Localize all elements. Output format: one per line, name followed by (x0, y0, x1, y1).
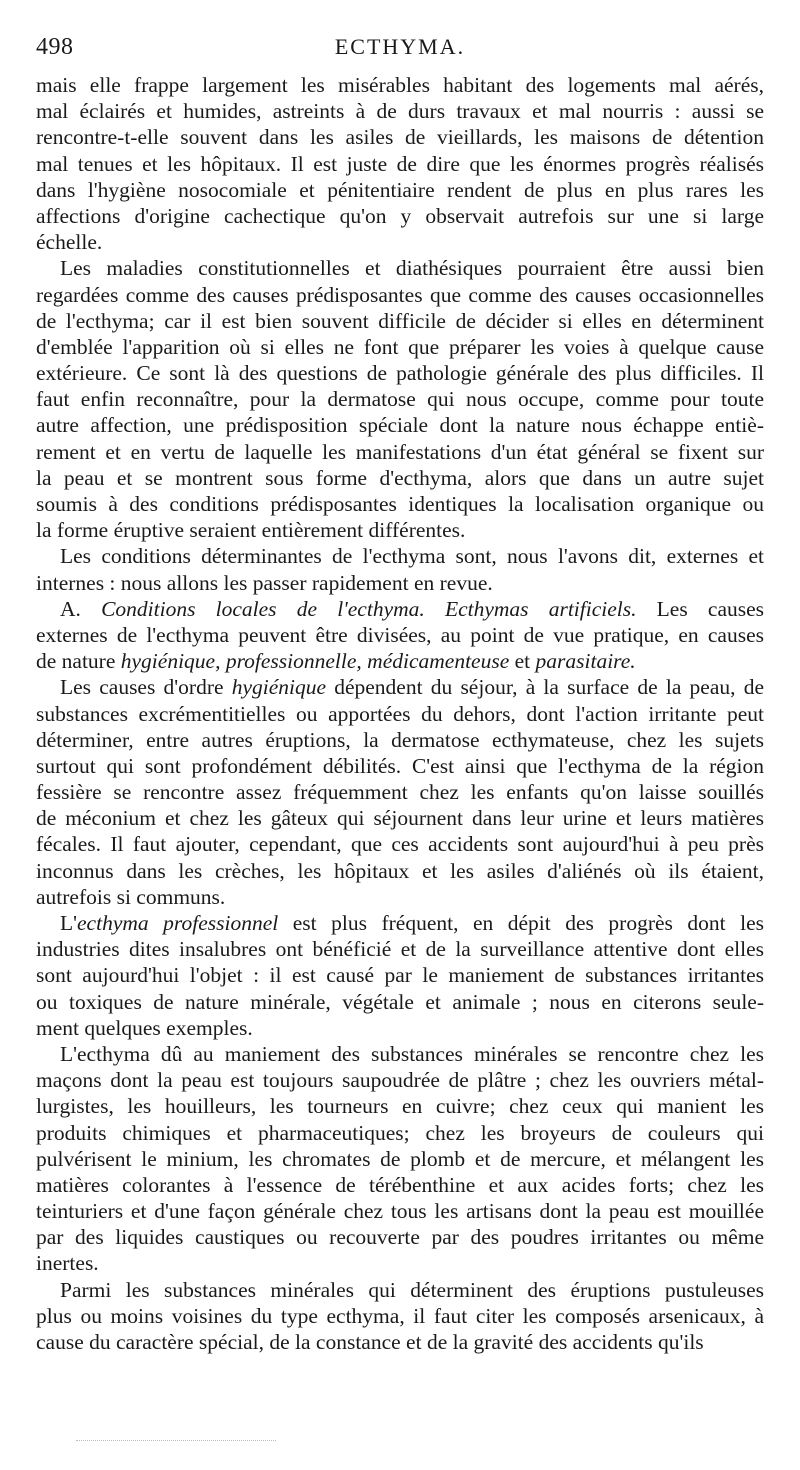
text-span: mais elle frappe largement les misérables habitant des logements mal aérés, (36, 73, 764, 97)
text-line (36, 596, 764, 622)
text-line (36, 570, 764, 596)
text-span: dans l'hygiène nosocomiale et pénitentiaire rendent de plus en plus rares les (36, 177, 764, 202)
italic-text: parasitaire. (535, 649, 636, 674)
text-span: rement et en vertu de laquelle les manifestations d'un état général se fixent sur (36, 439, 764, 464)
text-line (36, 753, 764, 779)
text-span: regardées comme des causes prédisposantes que comme des causes occasionnelles (36, 282, 764, 307)
italic-text: hygiénique, professionnelle, médicamenteuse (120, 649, 510, 674)
text-span: extérieure. Ce sont là des questions de pathologie générale des plus difficiles. Il (36, 361, 764, 386)
text-span: teinturiers et d'une façon générale chez tous les artisans dont la peau est mouillée (36, 1199, 764, 1224)
text-span: matières colorantes à l'essence de térébenthine et aux acides forts; chez les (36, 1172, 764, 1197)
text-line (36, 1015, 764, 1041)
text-span: et (509, 649, 536, 674)
text-line (36, 491, 764, 517)
text-span: Les conditions déterminantes de l'ecthyma sont, nous l'avons dit, externes et (60, 544, 764, 569)
text-span: de nature (36, 649, 121, 674)
text-span: fessière se rencontre assez fréquemment chez les enfants qu'on laisse souillés (36, 780, 764, 805)
text-span: industries dites insalubres ont bénéficié et de la surveillance attentive dont elles (36, 937, 764, 962)
paragraph (36, 910, 764, 1041)
running-title: ECTHYMA. (334, 34, 466, 59)
text-span: autre affection, une prédisposition spéciale dont la nature nous échappe entiè- (36, 413, 764, 438)
text-line (36, 465, 764, 491)
text-span: ou toxiques de nature minérale, végétale et animale ; nous en citerons seule- (36, 989, 764, 1014)
text-line (36, 1329, 764, 1355)
text-line (36, 989, 764, 1015)
text-span: Les maladies constitutionnelles et diathésiques pourraient être aussi bien (60, 256, 764, 281)
text-line (36, 412, 764, 438)
text-span: rencontre-t-elle souvent dans les asiles de vieillards, les maisons de détention (36, 125, 764, 150)
page-header (36, 30, 764, 60)
text-line (36, 282, 764, 308)
text-span: dépendent du séjour, à la surface de la peau, de (326, 675, 764, 700)
text-line (36, 1303, 764, 1329)
text-line (36, 177, 764, 203)
text-line (36, 1041, 764, 1067)
text-line (36, 517, 764, 543)
paragraph (36, 543, 764, 595)
text-span: inconnus dans les crèches, les hôpitaux et les asiles d'aliénés où ils étaient, (36, 858, 764, 883)
paragraph (36, 72, 764, 255)
paragraph (36, 596, 764, 675)
text-line (36, 1146, 764, 1172)
text-span: soumis à des conditions prédisposantes identiques la localisation organique ou (36, 492, 764, 516)
text-line (36, 1198, 764, 1224)
text-line (36, 229, 764, 255)
text-span: produits chimiques et pharmaceutiques; chez les broyeurs de couleurs qui (36, 1120, 764, 1145)
text-line (36, 1093, 764, 1119)
text-line (36, 1172, 764, 1198)
text-line (36, 884, 764, 910)
text-span: Les causes d'ordre (60, 675, 232, 700)
italic-text: hygiénique (231, 675, 327, 700)
text-span: cause du caractère spécial, de la constance et de la gravité des accidents qu'ils (36, 1330, 704, 1354)
text-span: sont aujourd'hui l'objet : il est causé par le maniement de substances irritantes (36, 963, 764, 988)
text-span: déterminer, entre autres éruptions, la dermatose ecthymateuse, chez les sujets (36, 727, 764, 752)
text-span: pulvérisent le minium, les chromates de plomb et de mercure, et mélangent les (36, 1146, 764, 1171)
text-span: affections d'origine cachectique qu'on y observait autrefois sur une si large (36, 203, 764, 228)
text-span: externes de l'ecthyma peuvent être divisées, au point de vue pratique, en causes (36, 622, 764, 647)
text-span: échelle. (36, 230, 103, 255)
text-span: mal éclairés et humides, astreints à de durs travaux et mal nourris : aussi se (36, 99, 764, 124)
text-span: est plus fréquent, en dépit des progrès dont les (278, 911, 765, 935)
text-span: surtout qui sont profondément débilités. C'est ainsi que l'ecthyma de la région (36, 753, 764, 778)
text-line (36, 255, 764, 281)
text-line (36, 805, 764, 831)
text-line (36, 727, 764, 753)
paragraph (36, 674, 764, 910)
text-line (36, 1067, 764, 1093)
text-span: d'emblée l'apparition où si elles ne font que préparer les voies à quelque cause (36, 334, 764, 359)
text-span: L' (60, 911, 78, 935)
text-line (36, 622, 764, 648)
text-span: faut enfin reconnaître, pour la dermatose qui nous occupe, comme pour toute (36, 387, 764, 412)
text-span: inertes. (36, 1251, 99, 1276)
text-span: par des liquides caustiques ou recouverte par des poudres irritantes ou même (36, 1225, 764, 1250)
text-line (36, 674, 764, 700)
text-span: L'ecthyma dû au maniement des substances minérales se rencontre chez les (60, 1041, 764, 1066)
text-line (36, 1250, 764, 1276)
text-line (36, 439, 764, 465)
text-line (36, 360, 764, 386)
text-line (36, 648, 764, 674)
text-span: internes : nous allons les passer rapidement en revue. (36, 570, 493, 595)
text-span: plus ou moins voisines du type ecthyma, il faut citer les composés arsenicaux, à (36, 1303, 764, 1328)
text-span: mal tenues et les hôpitaux. Il est juste de dire que les énormes progrès réalisés (36, 151, 764, 176)
text-line (36, 962, 764, 988)
text-line (36, 98, 764, 124)
paragraph (36, 1041, 764, 1277)
text-span: substances excrémentitielles ou apportées du dehors, dont l'action irritante peut (36, 701, 764, 726)
text-line (36, 1224, 764, 1250)
text-span: Parmi les substances minérales qui déterminent des éruptions pustuleuses (60, 1277, 764, 1302)
text-span: la peau et se montrent sous forme d'ecthyma, alors que dans un autre sujet (36, 465, 764, 490)
paragraph (36, 1277, 764, 1356)
text-span: maçons dont la peau est toujours saupoudrée de plâtre ; chez les ouvriers métal- (36, 1068, 764, 1093)
text-line (36, 203, 764, 229)
italic-text: Conditions locales de l'ecthyma. Ecthymas artificiels. (101, 596, 637, 621)
text-line (36, 831, 764, 857)
text-line (36, 543, 764, 569)
text-span: autrefois si communs. (36, 884, 226, 909)
text-span: ment quelques exemples. (36, 1015, 253, 1040)
page-number: 498 (36, 34, 74, 60)
text-span: A. (60, 596, 102, 621)
text-span: de l'ecthyma; car il est bien souvent difficile de décider si elles en déterminent (36, 308, 764, 333)
text-line (36, 1120, 764, 1146)
text-line (36, 386, 764, 412)
text-line (36, 72, 764, 98)
text-line (36, 151, 764, 177)
text-line (36, 858, 764, 884)
text-line (36, 701, 764, 727)
text-line (36, 910, 764, 936)
text-span: fécales. Il faut ajouter, cependant, que ces accidents sont aujourd'hui à peu près (36, 832, 764, 857)
text-span: la forme éruptive seraient entièrement différentes. (36, 518, 466, 543)
text-line (36, 308, 764, 334)
page-body (36, 72, 764, 1355)
text-line (36, 779, 764, 805)
text-line (36, 334, 764, 360)
text-line (36, 124, 764, 150)
paragraph (36, 255, 764, 543)
text-span: de méconium et chez les gâteux qui séjournent dans leur urine et leurs matières (36, 806, 764, 831)
italic-text: ecthyma professionnel (77, 911, 279, 935)
text-span: Les causes (636, 596, 765, 621)
text-span: lurgistes, les houilleurs, les tourneurs en cuivre; chez ceux qui manient les (36, 1094, 764, 1119)
text-line (36, 936, 764, 962)
text-line (36, 1277, 764, 1303)
footer-rule (76, 1440, 276, 1441)
